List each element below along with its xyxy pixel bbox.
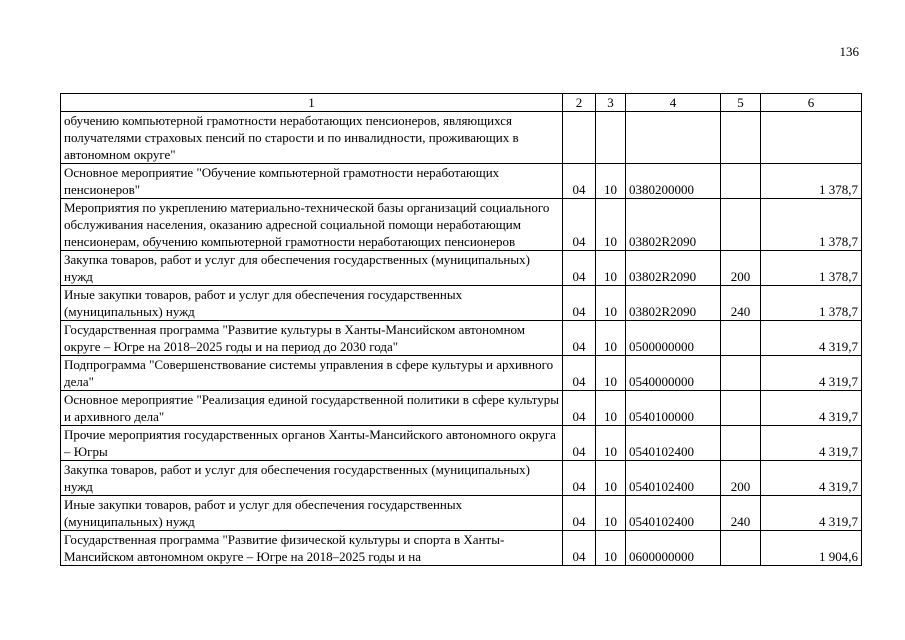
section-code [563,112,596,164]
target-article-code: 0500000000 [626,321,721,356]
target-article-code [626,112,721,164]
budget-table [60,93,862,566]
amount: 4 319,7 [761,321,862,356]
section-code: 04 [563,286,596,321]
expense-type-code: 200 [721,251,761,286]
subsection-code: 10 [596,321,626,356]
row-description: Основное мероприятие "Обучение компьютерной грамотности неработающих пенсионеров" [61,164,563,199]
subsection-code [596,112,626,164]
section-code: 04 [563,461,596,496]
table-row [61,112,862,164]
section-code: 04 [563,321,596,356]
target-article-code: 03802R2090 [626,251,721,286]
section-code: 04 [563,164,596,199]
row-description: обучению компьютерной грамотности неработающих пенсионеров, являющихся получателями страховых пенсий по старости и по инвалидности, проживающих в автономном округе" [61,112,563,164]
expense-type-code [721,164,761,199]
subsection-code: 10 [596,164,626,199]
table-row [61,391,862,426]
target-article-code: 03802R2090 [626,286,721,321]
section-code: 04 [563,426,596,461]
table-row [61,531,862,566]
subsection-code: 10 [596,531,626,566]
expense-type-code [721,356,761,391]
header-row [61,94,862,112]
section-code: 04 [563,496,596,531]
row-description: Закупка товаров, работ и услуг для обеспечения государственных (муниципальных) нужд [61,461,563,496]
column-header: 3 [596,94,626,112]
table-row [61,426,862,461]
section-code: 04 [563,199,596,251]
table-row [61,496,862,531]
target-article-code: 0540102400 [626,461,721,496]
expense-type-code [721,531,761,566]
subsection-code: 10 [596,356,626,391]
amount: 1 378,7 [761,164,862,199]
row-description: Иные закупки товаров, работ и услуг для обеспечения государственных (муниципальных) нужд [61,286,563,321]
target-article-code: 0540100000 [626,391,721,426]
target-article-code: 0600000000 [626,531,721,566]
row-description: Подпрограмма "Совершенствование системы управления в сфере культуры и архивного дела" [61,356,563,391]
row-description: Мероприятия по укреплению материально-технической базы организаций социального обслуживания населения, оказанию адресной социальной помощи неработающим пенсионерам, обучению компьютерной грамотности неработающих пенсионеров [61,199,563,251]
section-code: 04 [563,356,596,391]
subsection-code: 10 [596,199,626,251]
row-description: Государственная программа "Развитие культуры в Ханты-Мансийском автономном округе – Югре на 2018–2025 годы и на период до 2030 года" [61,321,563,356]
section-code: 04 [563,531,596,566]
table-row [61,251,862,286]
expense-type-code [721,199,761,251]
target-article-code: 0540102400 [626,496,721,531]
subsection-code: 10 [596,391,626,426]
table-row [61,164,862,199]
column-header: 1 [61,94,563,112]
expense-type-code [721,426,761,461]
amount: 4 319,7 [761,426,862,461]
target-article-code: 03802R2090 [626,199,721,251]
table-row [61,199,862,251]
expense-type-code: 200 [721,461,761,496]
subsection-code: 10 [596,251,626,286]
expense-type-code [721,391,761,426]
subsection-code: 10 [596,426,626,461]
table-row [61,321,862,356]
column-header: 6 [761,94,862,112]
target-article-code: 0540102400 [626,426,721,461]
expense-type-code: 240 [721,286,761,321]
target-article-code: 0540000000 [626,356,721,391]
target-article-code: 0380200000 [626,164,721,199]
amount: 4 319,7 [761,496,862,531]
amount: 1 378,7 [761,286,862,321]
column-header: 4 [626,94,721,112]
row-description: Иные закупки товаров, работ и услуг для обеспечения государственных (муниципальных) нужд [61,496,563,531]
row-description: Прочие мероприятия государственных органов Ханты-Мансийского автономного округа – Югры [61,426,563,461]
row-description: Закупка товаров, работ и услуг для обеспечения государственных (муниципальных) нужд [61,251,563,286]
section-code: 04 [563,251,596,286]
amount: 4 319,7 [761,356,862,391]
expense-type-code: 240 [721,496,761,531]
expense-type-code [721,321,761,356]
table-row [61,356,862,391]
amount: 1 378,7 [761,199,862,251]
amount: 4 319,7 [761,461,862,496]
table-row [61,286,862,321]
row-description: Основное мероприятие "Реализация единой государственной политики в сфере культуры и архивного дела" [61,391,563,426]
column-header: 5 [721,94,761,112]
subsection-code: 10 [596,461,626,496]
amount [761,112,862,164]
subsection-code: 10 [596,286,626,321]
expense-type-code [721,112,761,164]
table-row [61,461,862,496]
row-description: Государственная программа "Развитие физической культуры и спорта в Ханты-Мансийском автономном округе – Югре на 2018–2025 годы и на [61,531,563,566]
column-header: 2 [563,94,596,112]
section-code: 04 [563,391,596,426]
amount: 1 904,6 [761,531,862,566]
amount: 4 319,7 [761,391,862,426]
amount: 1 378,7 [761,251,862,286]
page-number: 136 [839,44,859,59]
subsection-code: 10 [596,496,626,531]
